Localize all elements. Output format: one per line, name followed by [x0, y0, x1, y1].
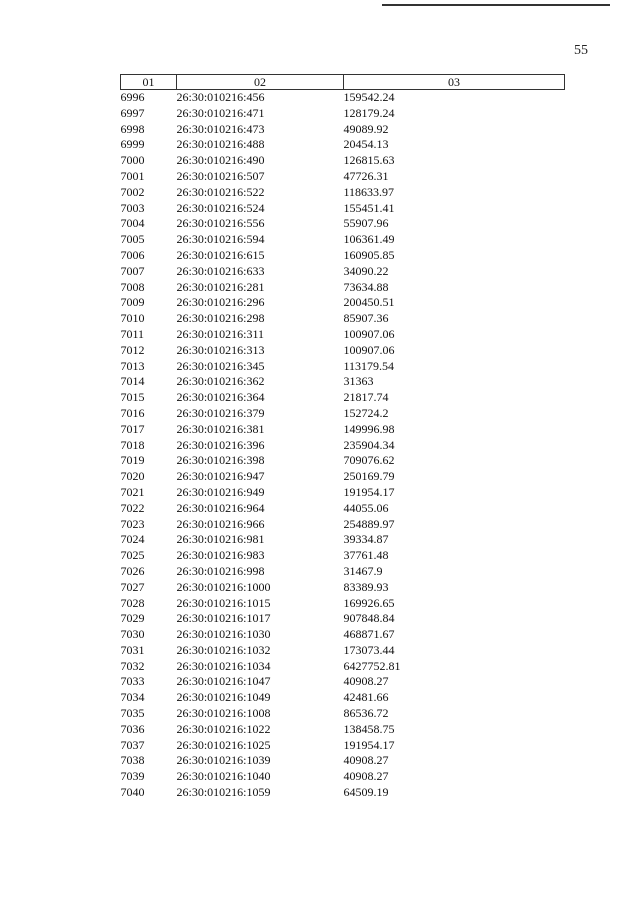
table-body — [121, 90, 565, 801]
cadastral-number-cell: 26:30:010216:456 — [176, 90, 265, 104]
table-row — [121, 769, 565, 785]
row-number-cell: 7034 — [120, 690, 145, 705]
row-number-cell: 7000 — [120, 153, 145, 168]
cadastral-number-cell: 26:30:010216:524 — [176, 200, 265, 215]
cadastral-number-cell: 26:30:010216:345 — [176, 358, 265, 373]
table-row — [121, 501, 565, 517]
table-row — [121, 532, 565, 548]
table-row — [121, 453, 565, 469]
table-row — [121, 659, 565, 675]
table-row — [121, 327, 565, 343]
table-row — [121, 706, 565, 722]
table-row — [121, 201, 565, 217]
table-row — [121, 216, 565, 232]
value-cell: 39334.87 — [343, 532, 389, 547]
cadastral-number-cell: 26:30:010216:381 — [176, 421, 265, 436]
top-rule — [382, 4, 610, 6]
row-number-cell: 7030 — [120, 627, 145, 642]
value-cell: 113179.54 — [343, 358, 395, 373]
table-row — [121, 785, 565, 801]
value-cell: 118633.97 — [343, 184, 395, 199]
cadastral-number-cell: 26:30:010216:1039 — [176, 753, 271, 768]
value-cell: 128179.24 — [343, 105, 395, 120]
table-header-row — [121, 75, 565, 90]
value-cell: 126815.63 — [343, 153, 395, 168]
row-number-cell: 7008 — [120, 279, 145, 294]
cadastral-number-cell: 26:30:010216:1049 — [176, 690, 271, 705]
row-number-cell: 7025 — [120, 548, 145, 563]
value-cell: 83389.93 — [343, 579, 389, 594]
value-cell: 40908.27 — [343, 753, 389, 768]
value-cell: 250169.79 — [343, 469, 395, 484]
value-cell: 159542.24 — [343, 90, 395, 104]
row-number-cell: 7004 — [120, 216, 145, 231]
row-number-cell: 7015 — [120, 390, 145, 405]
value-cell: 44055.06 — [343, 500, 389, 515]
row-number-cell: 7023 — [120, 516, 145, 531]
row-number-cell: 7016 — [120, 405, 145, 420]
value-cell: 191954.17 — [343, 484, 395, 499]
cadastral-number-cell: 26:30:010216:362 — [176, 374, 265, 389]
table-row — [121, 169, 565, 185]
value-cell: 40908.27 — [343, 674, 389, 689]
cadastral-number-cell: 26:30:010216:964 — [176, 500, 265, 515]
table-row — [121, 690, 565, 706]
row-number-cell: 7003 — [120, 200, 145, 215]
value-cell: 709076.62 — [343, 453, 395, 468]
row-number-cell: 7019 — [120, 453, 145, 468]
value-cell: 152724.2 — [343, 405, 389, 420]
row-number-cell: 7018 — [120, 437, 145, 452]
cadastral-number-cell: 26:30:010216:615 — [176, 247, 265, 262]
value-cell: 6427752.81 — [343, 658, 401, 673]
table-row — [121, 232, 565, 248]
table-row — [121, 674, 565, 690]
value-cell: 34090.22 — [343, 263, 389, 278]
row-number-cell: 7027 — [120, 579, 145, 594]
row-number-cell: 7039 — [120, 769, 145, 784]
row-number-cell: 7040 — [120, 785, 145, 800]
row-number-cell: 7014 — [120, 374, 145, 389]
value-cell: 907848.84 — [343, 611, 395, 626]
value-cell: 468871.67 — [343, 627, 395, 642]
cadastral-number-cell: 26:30:010216:507 — [176, 168, 265, 183]
row-number-cell: 6997 — [120, 105, 145, 120]
cadastral-number-cell: 26:30:010216:998 — [176, 563, 265, 578]
cadastral-number-cell: 26:30:010216:313 — [176, 342, 265, 357]
row-number-cell: 7010 — [120, 311, 145, 326]
table-row — [121, 311, 565, 327]
table-row — [121, 406, 565, 422]
row-number-cell: 6996 — [120, 90, 145, 104]
column-header-03: 03 — [344, 75, 565, 90]
table-row — [121, 438, 565, 454]
table-row — [121, 611, 565, 627]
cadastral-number-cell: 26:30:010216:633 — [176, 263, 265, 278]
cadastral-number-cell: 26:30:010216:396 — [176, 437, 265, 452]
table-row — [121, 627, 565, 643]
cadastral-number-cell: 26:30:010216:1015 — [176, 595, 271, 610]
cadastral-number-cell: 26:30:010216:1034 — [176, 658, 271, 673]
table-row — [121, 264, 565, 280]
value-cell: 100907.06 — [343, 342, 395, 357]
value-cell: 155451.41 — [343, 200, 395, 215]
row-number-cell: 7035 — [120, 706, 145, 721]
cadastral-number-cell: 26:30:010216:1040 — [176, 769, 271, 784]
row-number-cell: 7001 — [120, 168, 145, 183]
value-cell: 85907.36 — [343, 311, 389, 326]
cadastral-number-cell: 26:30:010216:1025 — [176, 737, 271, 752]
cadastral-number-cell: 26:30:010216:522 — [176, 184, 265, 199]
cadastral-number-cell: 26:30:010216:556 — [176, 216, 265, 231]
row-number-cell: 7012 — [120, 342, 145, 357]
value-cell: 31363 — [343, 374, 374, 389]
row-number-cell: 7011 — [120, 326, 145, 341]
table-row — [121, 580, 565, 596]
row-number-cell: 7022 — [120, 500, 145, 515]
cadastral-number-cell: 26:30:010216:949 — [176, 484, 265, 499]
row-number-cell: 7013 — [120, 358, 145, 373]
value-cell: 173073.44 — [343, 642, 395, 657]
row-number-cell: 7031 — [120, 642, 145, 657]
cadastral-number-cell: 26:30:010216:298 — [176, 311, 265, 326]
value-cell: 149996.98 — [343, 421, 395, 436]
table-row — [121, 422, 565, 438]
table-row — [121, 374, 565, 390]
table-row — [121, 343, 565, 359]
row-number-cell: 7036 — [120, 721, 145, 736]
row-number-cell: 7002 — [120, 184, 145, 199]
row-number-cell: 7037 — [120, 737, 145, 752]
value-cell: 55907.96 — [343, 216, 389, 231]
table-row — [121, 643, 565, 659]
cadastral-number-cell: 26:30:010216:1032 — [176, 642, 271, 657]
value-cell: 160905.85 — [343, 247, 395, 262]
value-cell: 47726.31 — [343, 168, 389, 183]
table-row — [121, 390, 565, 406]
table-row — [121, 359, 565, 375]
cadastral-number-cell: 26:30:010216:471 — [176, 105, 265, 120]
row-number-cell: 7024 — [120, 532, 145, 547]
cadastral-number-cell: 26:30:010216:311 — [176, 326, 265, 341]
value-cell: 37761.48 — [343, 548, 389, 563]
row-number-cell: 7007 — [120, 263, 145, 278]
table-row — [121, 485, 565, 501]
table-row — [121, 185, 565, 201]
row-number-cell: 7017 — [120, 421, 145, 436]
column-header-02: 02 — [177, 75, 344, 90]
cadastral-number-cell: 26:30:010216:1047 — [176, 674, 271, 689]
cadastral-number-cell: 26:30:010216:296 — [176, 295, 265, 310]
table-row — [121, 106, 565, 122]
row-number-cell: 6999 — [120, 137, 145, 152]
table-row — [121, 738, 565, 754]
table-row — [121, 753, 565, 769]
value-cell: 254889.97 — [343, 516, 395, 531]
cadastral-number-cell: 26:30:010216:983 — [176, 548, 265, 563]
table-row — [121, 295, 565, 311]
row-number-cell: 7032 — [120, 658, 145, 673]
table-row — [121, 153, 565, 169]
cadastral-number-cell: 26:30:010216:1017 — [176, 611, 271, 626]
value-cell: 49089.92 — [343, 121, 389, 136]
cadastral-number-cell: 26:30:010216:398 — [176, 453, 265, 468]
value-cell: 200450.51 — [343, 295, 395, 310]
cadastral-number-cell: 26:30:010216:281 — [176, 279, 265, 294]
table-row — [121, 90, 565, 106]
data-table — [120, 74, 565, 801]
column-header-01: 01 — [121, 75, 177, 90]
row-number-cell: 7009 — [120, 295, 145, 310]
value-cell: 106361.49 — [343, 232, 395, 247]
table-row — [121, 248, 565, 264]
value-cell: 42481.66 — [343, 690, 389, 705]
cadastral-number-cell: 26:30:010216:1059 — [176, 785, 271, 800]
value-cell: 73634.88 — [343, 279, 389, 294]
table-row — [121, 280, 565, 296]
value-cell: 64509.19 — [343, 785, 389, 800]
table-row — [121, 596, 565, 612]
cadastral-number-cell: 26:30:010216:364 — [176, 390, 265, 405]
cadastral-number-cell: 26:30:010216:966 — [176, 516, 265, 531]
table-row — [121, 564, 565, 580]
value-cell: 235904.34 — [343, 437, 395, 452]
value-cell: 100907.06 — [343, 326, 395, 341]
row-number-cell: 7005 — [120, 232, 145, 247]
cadastral-number-cell: 26:30:010216:594 — [176, 232, 265, 247]
table-row — [121, 722, 565, 738]
row-number-cell: 7020 — [120, 469, 145, 484]
table-row — [121, 469, 565, 485]
cadastral-number-cell: 26:30:010216:473 — [176, 121, 265, 136]
value-cell: 20454.13 — [343, 137, 389, 152]
row-number-cell: 7029 — [120, 611, 145, 626]
row-number-cell: 7038 — [120, 753, 145, 768]
row-number-cell: 6998 — [120, 121, 145, 136]
cadastral-number-cell: 26:30:010216:1000 — [176, 579, 271, 594]
cadastral-number-cell: 26:30:010216:379 — [176, 405, 265, 420]
table-row — [121, 122, 565, 138]
value-cell: 86536.72 — [343, 706, 389, 721]
row-number-cell: 7006 — [120, 247, 145, 262]
cadastral-number-cell: 26:30:010216:1008 — [176, 706, 271, 721]
value-cell: 138458.75 — [343, 721, 395, 736]
row-number-cell: 7021 — [120, 484, 145, 499]
cadastral-number-cell: 26:30:010216:490 — [176, 153, 265, 168]
value-cell: 31467.9 — [343, 563, 383, 578]
value-cell: 169926.65 — [343, 595, 395, 610]
cadastral-number-cell: 26:30:010216:981 — [176, 532, 265, 547]
row-number-cell: 7026 — [120, 563, 145, 578]
page-number: 55 — [574, 43, 588, 58]
row-number-cell: 7028 — [120, 595, 145, 610]
table-row — [121, 137, 565, 153]
value-cell: 40908.27 — [343, 769, 389, 784]
value-cell: 191954.17 — [343, 737, 395, 752]
row-number-cell: 7033 — [120, 674, 145, 689]
value-cell: 21817.74 — [343, 390, 389, 405]
cadastral-number-cell: 26:30:010216:1022 — [176, 721, 271, 736]
cadastral-number-cell: 26:30:010216:1030 — [176, 627, 271, 642]
table-row — [121, 548, 565, 564]
table-row — [121, 517, 565, 533]
cadastral-number-cell: 26:30:010216:488 — [176, 137, 265, 152]
cadastral-number-cell: 26:30:010216:947 — [176, 469, 265, 484]
